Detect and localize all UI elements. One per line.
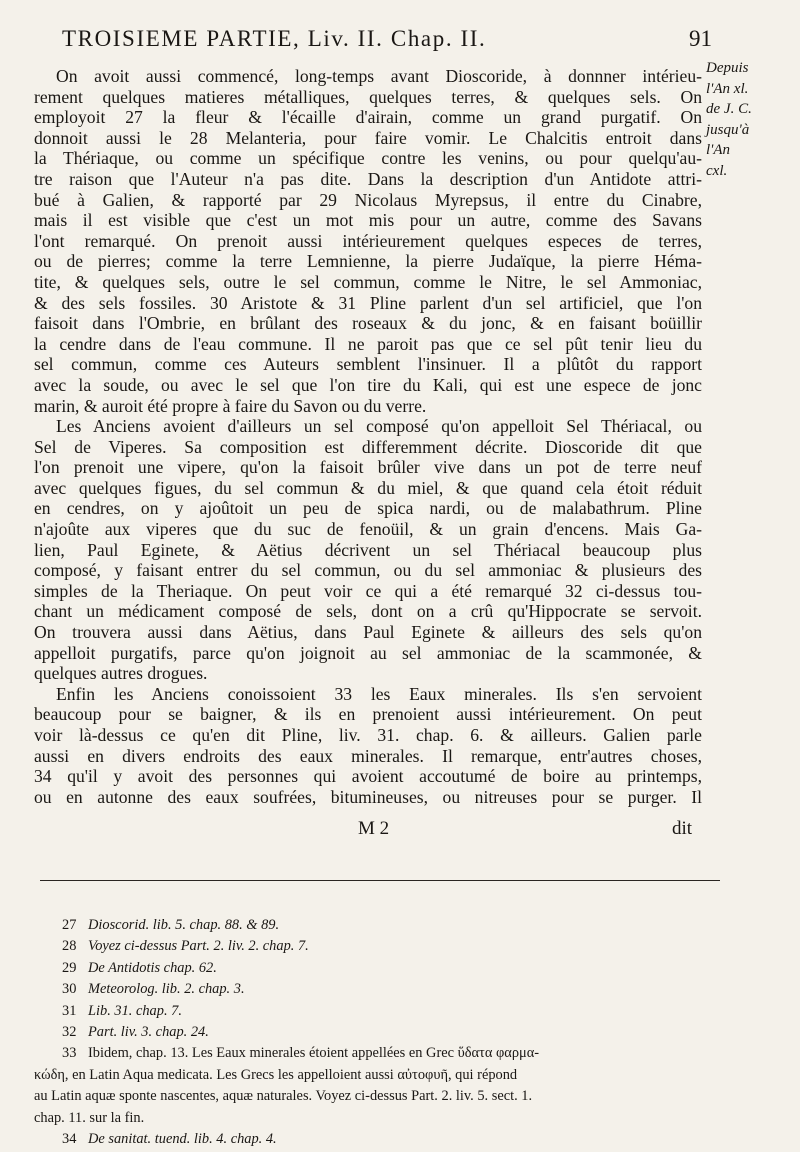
footnote-text: Lib. 31. chap. 7. <box>88 1002 182 1019</box>
text-line: tre raison que l'Auteur n'a pas dite. Dans la description d'un Antidote attri- <box>34 168 702 189</box>
text-line: marin, & auroit été propre à faire du Savon ou du verre. <box>34 395 427 416</box>
footnote-continuation <box>34 1065 724 1086</box>
text-line: composé, y faisant entrer du sel commun, ou du sel ammoniac & plusieurs des <box>34 560 702 581</box>
margin-note-line: l'An <box>706 142 731 159</box>
margin-note-line: cxl. <box>706 162 728 179</box>
text-line: beaucoup pour se baigner, & ils en prenoient aussi intérieurement. On peut <box>34 704 702 725</box>
footnote-continuation <box>34 1086 724 1107</box>
footnote-number: 28 <box>62 938 77 955</box>
footnote <box>34 915 724 936</box>
margin-note-line: l'An xl. <box>706 80 749 97</box>
footnote-text: au Latin aquæ sponte nascentes, aquæ naturales. Voyez ci-dessus Part. 2. liv. 5. sect. 1. <box>34 1088 533 1105</box>
footnote <box>34 1001 724 1022</box>
main-text <box>34 66 702 807</box>
text-line: Sel de Viperes. Sa composition est differemment décrite. Dioscoride dit que <box>34 436 702 457</box>
text-line: 34 qu'il y avoit des personnes qui avoient accoutumé de boire au printemps, <box>34 766 702 787</box>
text-line: aussi en divers endroits des eaux minerales. Il remarque, entr'autres choses, <box>34 745 702 766</box>
footnote <box>34 958 724 979</box>
margin-note-line: jusqu'à <box>706 121 750 138</box>
footnote-continuation <box>34 1108 724 1129</box>
text-line: donnoit aussi le 28 Melanteria, pour faire vomir. Le Chalcitis entroit dans <box>34 127 702 148</box>
footnote-divider <box>40 880 720 881</box>
footnote <box>34 936 724 957</box>
text-line: appelloit purgatifs, parce qu'on joignoit au sel ammoniac de la scammonée, & <box>34 642 702 663</box>
text-line: On avoit aussi commencé, long-temps avant Dioscoride, à donnner intérieu- <box>56 66 702 86</box>
text-line: rement quelques matieres métalliques, quelques terres, & quelques sels. On <box>34 86 702 107</box>
text-line: sel commun, comme ces Auteurs semblent l'insinuer. Il a plûtôt du rapport <box>34 354 702 375</box>
text-line: n'ajoûte aux viperes que du suc de fenoüil, & un grain d'encens. Mais Ga- <box>34 519 702 540</box>
signature-mark: M 2 <box>358 818 390 839</box>
text-line: avec quelques figues, du sel commun & du miel, & que quand cela étoit réduit <box>34 477 702 498</box>
text-line: Les Anciens avoient d'ailleurs un sel composé qu'on appelloit Sel Thériacal, ou <box>56 416 702 437</box>
footnote-number: 30 <box>62 981 77 998</box>
footnote-text: Ibidem, chap. 13. Les Eaux minerales étoient appellées en Grec ὕδατα φαρμα- <box>88 1045 540 1062</box>
footnote-number: 29 <box>62 959 77 976</box>
footnote <box>34 1043 724 1064</box>
footnote <box>34 1129 724 1150</box>
text-line: l'on prenoit une vipere, qu'on la faisoit brûler vive dans un pot de terre neuf <box>34 457 702 478</box>
text-line: en cendres, on y ajoûtoit un peu de spica nardi, ou de malabathrum. Pline <box>34 498 702 519</box>
running-header <box>62 26 712 52</box>
text-line: ou de pierres; comme la terre Lemnienne, la pierre Judaïque, la pierre Héma- <box>34 251 702 272</box>
footnote <box>34 979 724 1000</box>
footnote-number: 31 <box>62 1002 77 1019</box>
margin-note-line: de J. C. <box>706 101 752 118</box>
text-line: la Thériaque, ou comme un spécifique contre les venins, ou pour quelqu'au- <box>34 148 702 169</box>
footnote-text: De sanitat. tuend. lib. 4. chap. 4. <box>88 1130 277 1147</box>
text-line: employoit 27 la fleur & l'écaille d'airain, comme un grand purgatif. On <box>34 107 702 128</box>
footnote-text: De Antidotis chap. 62. <box>88 959 217 976</box>
footnote-number: 32 <box>62 1023 77 1040</box>
footnote-text: Meteorolog. lib. 2. chap. 3. <box>88 981 245 998</box>
text-line: & des sels fossiles. 30 Aristote & 31 Pline parlent d'un sel artificiel, que l'on <box>34 292 702 313</box>
footnote-text: Part. liv. 3. chap. 24. <box>88 1023 209 1040</box>
text-line: bué à Galien, & rapporté par 29 Nicolaus Myrepsus, il entre du Cinabre, <box>34 189 702 210</box>
footnote-number: 33 <box>62 1045 77 1062</box>
margin-note <box>706 58 796 182</box>
text-line: faisoit dans l'Ombrie, en brûlant des roseaux & du jonc, & en faisant boüillir <box>34 313 702 334</box>
footnote-text: κώδη, en Latin Aqua medicata. Les Grecs les appelloient aussi αὐτοφυῆ, qui répond <box>34 1066 518 1083</box>
text-line: tite, & quelques sels, outre le sel commun, comme le Nitre, le sel Ammoniac, <box>34 271 702 292</box>
text-line: ou en autonne des eaux soufrées, bitumineuses, ou nitreuses pour se purger. Il <box>34 786 702 807</box>
footnote <box>34 1022 724 1043</box>
page-number: 91 <box>689 26 712 51</box>
text-line: mais il est visible que c'est un mot mis pour un autre, comme des Savans <box>34 210 702 231</box>
margin-note-line: Depuis <box>706 60 749 76</box>
footnote-number: 34 <box>62 1130 77 1147</box>
footnote-text: chap. 11. sur la fin. <box>34 1109 145 1126</box>
catchword: dit <box>672 818 693 839</box>
footnotes <box>34 915 724 1150</box>
text-line: quelques autres drogues. <box>34 663 208 684</box>
text-line: voir là-dessus ce qu'en dit Pline, liv. 31. chap. 6. & ailleurs. Galien parle <box>34 725 702 745</box>
footnote-text: Dioscorid. lib. 5. chap. 88. & 89. <box>88 917 280 933</box>
text-line: avec la soude, ou avec le sel que l'on tire du Kali, qui est une espece de jonc <box>34 374 702 395</box>
text-line: la cendre dans de l'eau commune. Il ne paroit pas que ce sel pût tenir lieu du <box>34 333 702 354</box>
text-line: simples de la Theriaque. On peut voir ce qui a été remarqué 32 ci-dessus tou- <box>34 580 702 601</box>
text-line: lien, Paul Eginete, & Aëtius décrivent un sel Thériacal beaucoup plus <box>34 539 702 560</box>
footnote-text: Voyez ci-dessus Part. 2. liv. 2. chap. 7. <box>88 938 309 955</box>
text-line: chant un médicament composé de sels, dont on a crû qu'Hippocrate se servoit. <box>34 601 702 622</box>
text-line: l'ont remarqué. On prenoit aussi intérieurement quelques especes de terres, <box>34 230 702 251</box>
footnote-number: 27 <box>62 917 77 933</box>
text-line: Enfin les Anciens conoissoient 33 les Eaux minerales. Ils s'en servoient <box>56 683 702 704</box>
header-title: TROISIEME PARTIE, Liv. II. Chap. II. <box>62 26 487 51</box>
catch-line <box>0 818 800 844</box>
text-line: On trouvera aussi dans Aëtius, dans Paul Eginete & ailleurs des sels qu'on <box>34 622 702 643</box>
